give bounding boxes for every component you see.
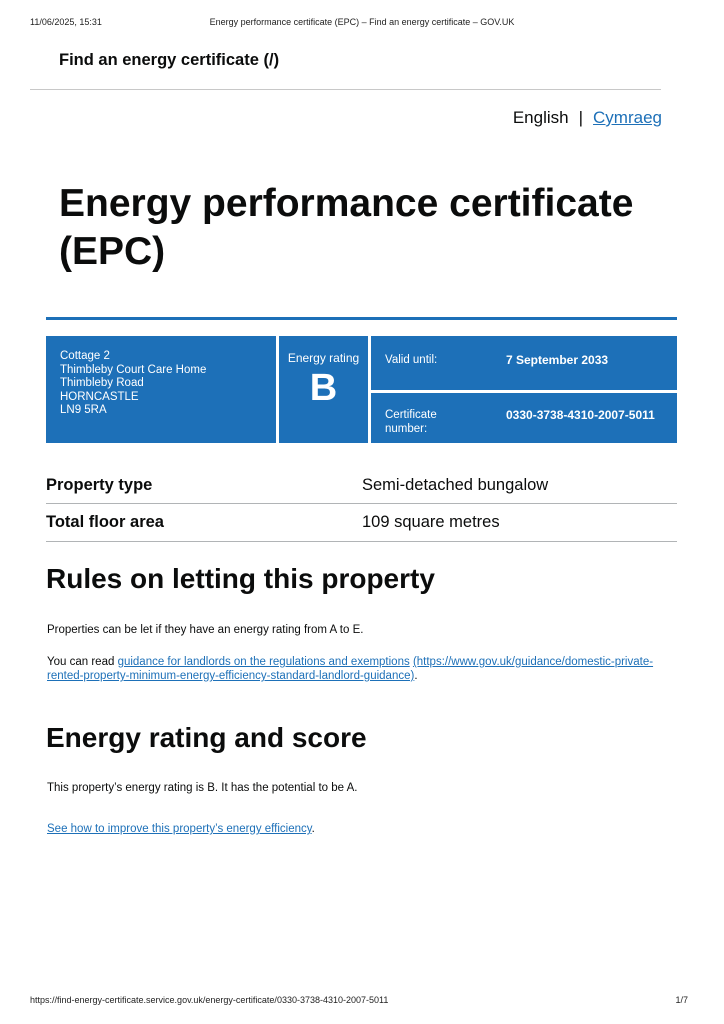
energy-score-text: This property’s energy rating is B. It has the potential to be A. bbox=[47, 782, 358, 794]
language-cymraeg-link[interactable]: Cymraeg bbox=[593, 108, 662, 127]
language-separator: | bbox=[578, 108, 584, 127]
guidance-link[interactable]: guidance for landlords on the regulations and exemptions bbox=[117, 656, 410, 668]
address-line: Cottage 2 bbox=[60, 350, 110, 362]
valid-until-value: 7 September 2033 bbox=[506, 353, 609, 367]
floor-area-value: 109 square metres bbox=[362, 513, 500, 531]
energy-rating-box bbox=[279, 336, 368, 443]
guidance-suffix: . bbox=[414, 670, 418, 682]
valid-until-box bbox=[371, 336, 677, 390]
rules-guidance-paragraph bbox=[47, 655, 659, 683]
energy-rating-label: Energy rating bbox=[287, 351, 360, 365]
improve-efficiency-link[interactable]: See how to improve this property’s energy efficiency bbox=[47, 823, 312, 835]
property-address bbox=[46, 336, 276, 443]
language-switcher bbox=[513, 108, 662, 128]
print-footer-url: https://find-energy-certificate.service.gov.uk/energy-certificate/0330-3738-4310-2007-5011 bbox=[30, 995, 389, 1005]
rules-heading: Rules on letting this property bbox=[46, 563, 435, 594]
property-type-value: Semi-detached bungalow bbox=[362, 476, 549, 494]
summary-top-rule bbox=[46, 317, 677, 320]
print-page-number: 1/7 bbox=[675, 995, 688, 1005]
address-line: Thimbleby Court Care Home bbox=[60, 363, 207, 376]
improve-paragraph bbox=[47, 822, 315, 836]
address-line: Thimbleby Road bbox=[60, 377, 144, 389]
property-type-label: Property type bbox=[46, 476, 153, 494]
rules-paragraph: Properties can be let if they have an energy rating from A to E. bbox=[47, 624, 364, 636]
page-title: Energy performance certificate (EPC) bbox=[59, 182, 634, 273]
print-date: 11/06/2025, 15:31 bbox=[30, 17, 102, 27]
certificate-number-label: Certificate number: bbox=[385, 409, 437, 435]
certificate-number-value: 0330-3738-4310-2007-5011 bbox=[506, 408, 655, 422]
valid-until-label: Valid until: bbox=[385, 354, 438, 366]
guidance-url-link[interactable]: (https://www.gov.uk/guidance/domestic-private-rented-property-minimum-energy-efficiency-standard-landlord-guidance) bbox=[47, 656, 654, 682]
row-divider bbox=[46, 503, 677, 504]
language-current: English bbox=[512, 108, 569, 127]
address-line: LN9 5RA bbox=[60, 404, 107, 416]
address-line: HORNCASTLE bbox=[60, 390, 139, 403]
service-link-url: (/) bbox=[263, 51, 280, 69]
header-divider bbox=[30, 89, 661, 90]
energy-score-heading: Energy rating and score bbox=[46, 722, 367, 753]
service-name-link[interactable] bbox=[59, 51, 279, 70]
floor-area-label: Total floor area bbox=[46, 513, 164, 531]
certificate-number-box bbox=[371, 393, 677, 443]
service-name: Find an energy certificate bbox=[59, 51, 259, 69]
row-divider bbox=[46, 541, 677, 542]
energy-rating-letter: B bbox=[309, 367, 338, 409]
improve-suffix: . bbox=[311, 823, 315, 835]
guidance-prefix: You can read bbox=[47, 656, 118, 668]
print-page-title: Energy performance certificate (EPC) – Find an energy certificate – GOV.UK bbox=[209, 17, 515, 27]
